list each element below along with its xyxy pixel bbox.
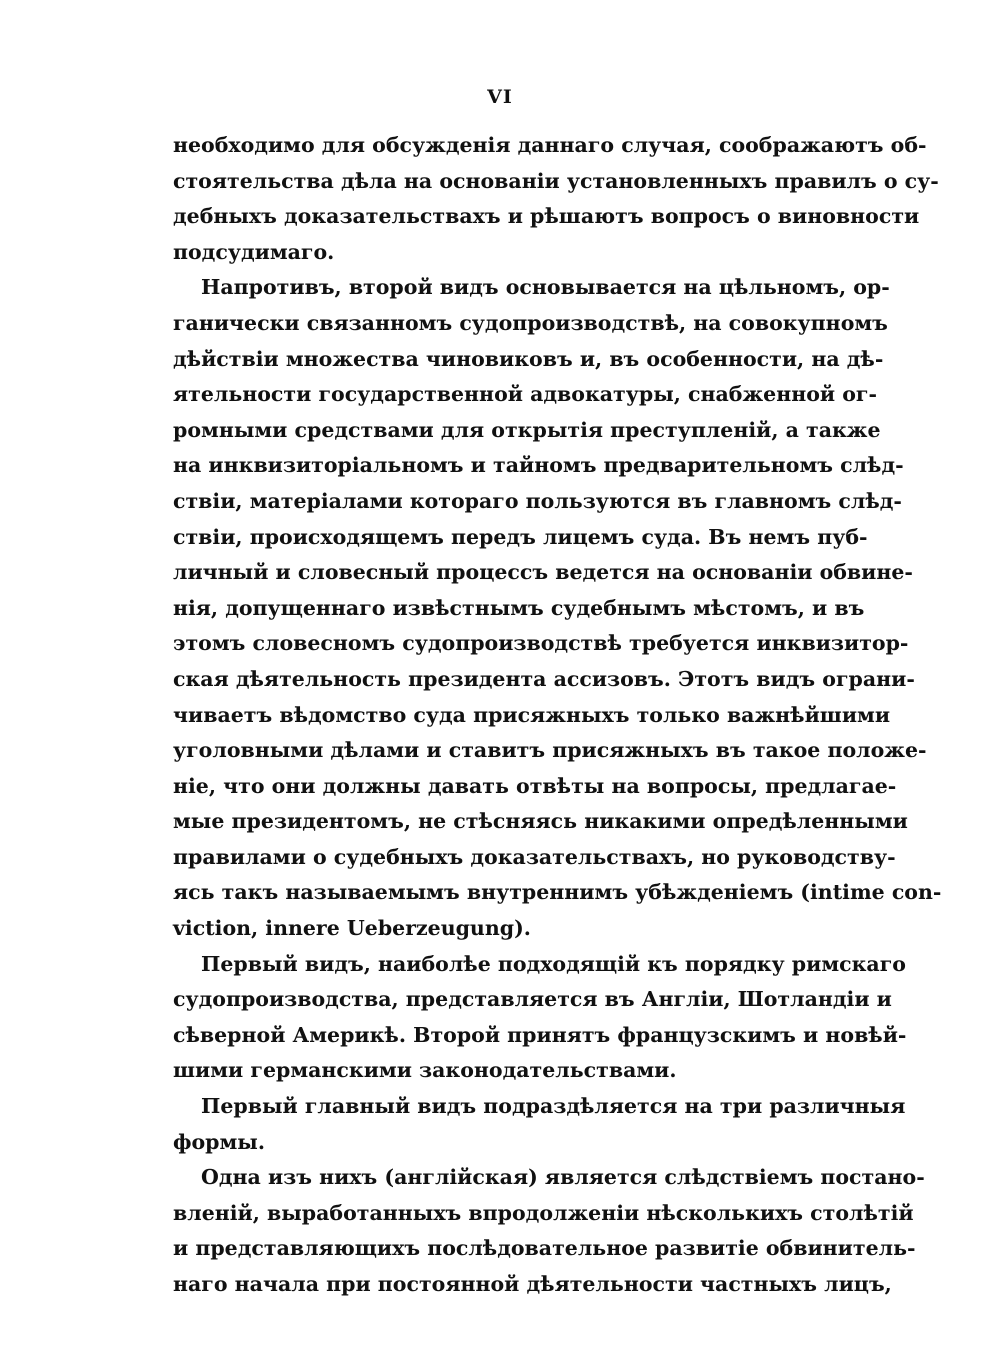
- text-line: подсудимаго.: [173, 239, 335, 264]
- text-line: необходимо для обсужденія даннаго случая, соображаютъ об-: [173, 133, 927, 157]
- text-line: дѣйствіи множества чиновиковъ и, въ особенности, на дѣ-: [173, 346, 884, 371]
- paragraph: [173, 128, 939, 270]
- text-line: формы.: [173, 1129, 265, 1154]
- text-line: шими германскими законодательствами.: [173, 1058, 677, 1083]
- text-line: нія, допущеннаго извѣстнымъ судебнымъ мѣстомъ, и въ: [173, 595, 865, 620]
- text-line: ромными средствами для открытія преступленій, а также: [173, 417, 881, 442]
- text-line: уголовными дѣлами и ставитъ присяжныхъ въ такое положе-: [173, 738, 927, 763]
- text-line: этомъ словесномъ судопроизводствѣ требуется инквизитор-: [173, 631, 909, 656]
- text-line: ганически связанномъ судопроизводствѣ, на совокупномъ: [173, 310, 888, 335]
- text-line: ствіи, матеріалами котораго пользуются въ главномъ слѣд-: [173, 488, 902, 513]
- page-number: VI: [487, 86, 513, 108]
- text-line: чиваетъ вѣдомство суда присяжныхъ только важнѣйшими: [173, 702, 891, 727]
- text-line: ская дѣятельность президента ассизовъ. Этотъ видъ ограни-: [173, 666, 915, 691]
- paragraph: [173, 947, 907, 1089]
- text-line: судопроизводства, представляется въ Англіи, Шотландіи и: [173, 987, 892, 1012]
- body-text: [173, 128, 942, 1303]
- text-line: Напротивъ, второй видъ основывается на цѣльномъ, ор-: [201, 275, 890, 300]
- text-line: наго начала при постоянной дѣятельности частныхъ лицъ,: [173, 1272, 892, 1296]
- text-line: и представляющихъ послѣдовательное развитіе обвинитель-: [173, 1236, 916, 1261]
- paragraph: [173, 1160, 925, 1302]
- text-line: стоятельства дѣла на основаніи установленныхъ правилъ о су-: [173, 168, 939, 193]
- text-line: личный и словесный процессъ ведется на основаніи обвине-: [173, 560, 913, 585]
- text-line: Первый главный видъ подраздѣляется на три различныя: [201, 1094, 906, 1119]
- paragraph: [173, 270, 942, 946]
- text-line: ствіи, происходящемъ передъ лицемъ суда. Въ немъ пуб-: [173, 524, 868, 549]
- text-line: вленій, выработанныхъ впродолженіи нѣсколькихъ столѣтій: [173, 1200, 914, 1225]
- text-line: ясь такъ называемымъ внутреннимъ убѣжденіемъ (intime con-: [173, 880, 942, 905]
- text-line: мые президентомъ, не стѣсняясь никакими опредѣленными: [173, 809, 908, 834]
- paragraph: [173, 1089, 906, 1160]
- text-line: ніе, что они должны давать отвѣты на вопросы, предлагае-: [173, 773, 897, 798]
- text-line: Одна изъ нихъ (англійская) является слѣдствіемъ постано-: [201, 1165, 925, 1190]
- text-line: дебныхъ доказательствахъ и рѣшаютъ вопросъ о виновности: [173, 204, 920, 229]
- text-line: ятельности государственной адвокатуры, снабженной ог-: [173, 382, 877, 407]
- text-line: на инквизиторіальномъ и тайномъ предварительномъ слѣд-: [173, 453, 904, 478]
- text-line: Первый видъ, наиболѣе подходящій къ порядку римскаго: [201, 951, 906, 976]
- text-line: сѣверной Америкѣ. Второй принятъ французскимъ и новѣй-: [173, 1022, 907, 1047]
- text-line: правилами о судебныхъ доказательствахъ, но руководству-: [173, 844, 896, 869]
- text-line: viction, innere Ueberzeugung).: [173, 916, 531, 941]
